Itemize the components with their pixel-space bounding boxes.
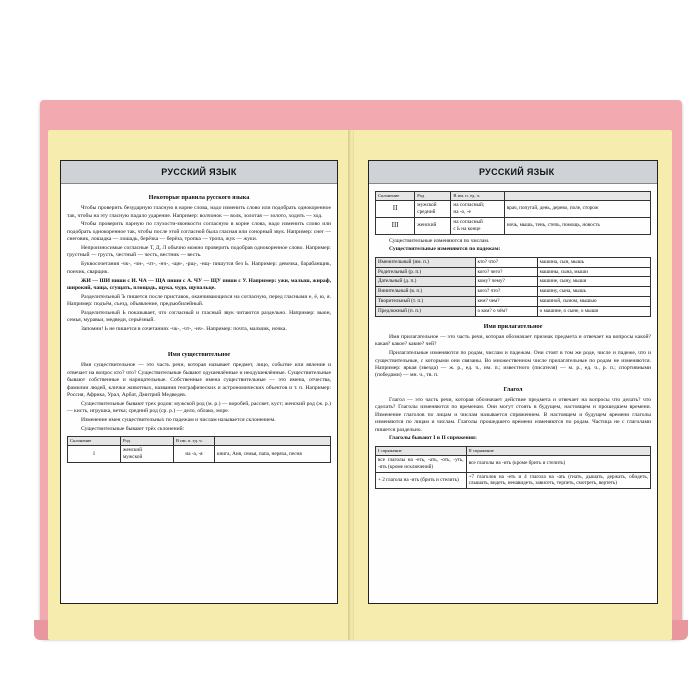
declension-table-left bbox=[67, 436, 331, 463]
adjective-title: Имя прилагательное bbox=[483, 322, 543, 330]
table-row bbox=[376, 217, 651, 234]
case-question: о ком? о чём? bbox=[475, 307, 537, 317]
book-spine bbox=[348, 130, 354, 640]
rule-paragraph: Разделительный Ь показывает, что согласный и гласный звук читаются раздельно. Например: вьюн, семья, муравьи, медведи, серьёзный. bbox=[67, 310, 331, 324]
case-example: машине, сыну, мыши bbox=[537, 277, 650, 287]
table-cell: мужской средний bbox=[415, 201, 451, 218]
table-row bbox=[376, 201, 651, 218]
table-cell: врач, попугай, день, дерево, поле, сторож bbox=[504, 201, 650, 218]
table-row bbox=[376, 267, 651, 277]
table-cell: +7 глаголов на -еть и 4 глагола на -ать (гнать, дышать, держать, обидеть, слышать, видеть, ненавидеть, зависеть, терпеть, смотреть, вертеть) bbox=[466, 472, 650, 489]
table-cell: все глаголы на -ить (кроме брить и стелить) bbox=[466, 455, 650, 472]
table-header bbox=[504, 192, 650, 201]
left-sheet-header bbox=[61, 161, 337, 184]
table-cell: книга, Аня, семья, папа, неряха, песня bbox=[214, 446, 330, 463]
table-cell: III bbox=[376, 217, 415, 234]
right-reference-sheet bbox=[368, 160, 658, 604]
rule-paragraph: Буквосочетания -чк-, -чн-, -чт-, -нч-, -щн-, -рщ-, -нщ- пишутся без Ь. Например: девочка, барабанщик, пончик, сварщик. bbox=[67, 261, 331, 275]
table-header: В им. п. ед. ч. bbox=[174, 437, 215, 446]
table-header: В им. п. ед. ч. bbox=[451, 192, 504, 201]
number-text: Существительные изменяются по числам. bbox=[389, 237, 490, 244]
table-row bbox=[376, 257, 651, 267]
table-header bbox=[214, 437, 330, 446]
table-header: Род bbox=[415, 192, 451, 201]
table-header: Род bbox=[121, 437, 174, 446]
table-cell: на согласный; на -о, -е bbox=[451, 201, 504, 218]
table-row bbox=[376, 455, 651, 472]
table-cell: женский bbox=[415, 217, 451, 234]
case-name: Дательный (д. п.) bbox=[376, 277, 476, 287]
table-cell: на согласный с Ь на конце bbox=[451, 217, 504, 234]
verb-title: Глагол bbox=[503, 385, 523, 393]
table-row bbox=[68, 446, 331, 463]
rule-paragraph: Запомни! Ь не пишется в сочетаниях -чк-, -чт-, -нч-. Например: почта, мальчик, ночка. bbox=[81, 326, 287, 333]
adjective-paragraph: Имя прилагательное — это часть речи, которая обозначает признак предмета и отвечает на вопросы какой? какая? какое? какие? чей? bbox=[375, 334, 651, 348]
case-name: Творительный (т. п.) bbox=[376, 297, 476, 307]
noun-title: Имя существительное bbox=[167, 351, 231, 359]
table-cell: II bbox=[376, 201, 415, 218]
table-header: Склонение bbox=[68, 437, 121, 446]
table-cell: I bbox=[68, 446, 121, 463]
noun-paragraph: Имя существительное — это часть речи, которая называет предмет, лицо, событие или явление и отвечает на вопрос кто? что? Существительные бывают одушевлённые и неодушевлённые. Существительные бывают собственные и нарицательные. Собственные имена существительные — это имена, отчества, фамилии людей, клички животных, названия географических и астрономических объектов и т. п. Например: Россия, Африка, Урал, Арбат, Дмитрий Медведев. bbox=[67, 362, 331, 398]
table-row bbox=[376, 307, 651, 317]
table-row bbox=[376, 287, 651, 297]
rule-paragraph: Чтобы проверить парную по глухости-звонкости согласную в корне слова, надо изменить слово или подобрать однокоренное так, чтобы после этой согласной была гласная или сонорный звук. Например: снег — снеговик, лошадка — лошадь, берёзка — берёза, тропка — тропа, жук — жуки. bbox=[67, 221, 331, 243]
case-question: кого? что? bbox=[475, 287, 537, 297]
case-example: машины, сына, мыши bbox=[537, 267, 650, 277]
case-name: Винительный (в. п.) bbox=[376, 287, 476, 297]
verb-paragraph: Глагол — это часть речи, которая обозначает действие предмета и отвечает на вопросы что делать? что сделать? Глаголы изменяются по временам. Они могут стоять в будущем, настоящем и прошедшем времени. Изменение глаголов по лицам и числам называется спряжением. В настоящем и будущем времени глаголы изменяются по лицам и числам. Глаголы прошедшего времени изменяются по родам. Частица не с глаголами пишется раздельно. bbox=[375, 397, 651, 433]
rules-title: Некоторые правила русского языка bbox=[148, 194, 250, 201]
case-table bbox=[375, 257, 651, 317]
case-question: кого? чего? bbox=[475, 267, 537, 277]
case-example: о машине, о сыне, о мыши bbox=[537, 307, 650, 317]
case-question: кому? чему? bbox=[475, 277, 537, 287]
table-cell: на -а, -я bbox=[174, 446, 215, 463]
noun-paragraph: Существительные бывают трёх склонений: bbox=[81, 425, 185, 432]
rule-paragraph: Разделительный Ъ пишется после приставок, оканчивающихся на согласную, перед гласными е, ё, ю, я. Например: подъём, съезд, объявление, предъюбилейный. bbox=[67, 293, 331, 308]
table-header: II спряжение bbox=[466, 446, 650, 455]
adjective-paragraph: Прилагательные изменяются по родам, числам и падежам. Они стоят в том же роде, числе и падеже, что и существительные, с которыми они связаны. Во множественном числе прилагательные по родам не изменяются. Например: яркая (звезда) — ж. р., ед. ч., им. п.; известного (писателя) — м. р., ед. ч., р. п.; спортивными (победами) — мн. ч., тв. п. bbox=[375, 350, 651, 379]
table-cell: женский мужской bbox=[121, 446, 174, 463]
table-cell: все глаголы на -еть, -ать, -оть, -уть, -ять (кроме исключений) bbox=[376, 455, 467, 472]
case-name: Родительный (р. п.) bbox=[376, 267, 476, 277]
rule-paragraph: Чтобы проверить безударную гласную в корне слова, надо изменить слово или подобрать однокоренное так, чтобы на эту гласную падало ударение. Например: волчонок — волк, золотая — золото, ходить — ход. bbox=[67, 205, 331, 219]
case-name: Именительный (им. п.) bbox=[376, 257, 476, 267]
verb-paragraph: Глаголы бывают I и II спряжения: bbox=[389, 435, 477, 442]
left-sheet-title: РУССКИЙ ЯЗЫК bbox=[161, 167, 237, 177]
table-cell: ночь, мышь, тень, степь, помощь, новость bbox=[504, 217, 650, 234]
declension-table-right bbox=[375, 191, 651, 235]
case-example: машина, сын, мышь bbox=[537, 257, 650, 267]
case-example: машиной, сыном, мышью bbox=[537, 297, 650, 307]
noun-paragraph: Существительные бывают трех родов: мужской род (м. р.) — воробей, рассвет, куст; женский род (ж. р.) — кисть, игрушка, ветка; средний род (ср. р.) — дело, облако, море. bbox=[67, 400, 331, 415]
case-name: Предложный (п. п.) bbox=[376, 307, 476, 317]
case-text: Существительные изменяются по падежам: bbox=[389, 246, 501, 253]
case-question: кто? что? bbox=[475, 257, 537, 267]
conjugation-table bbox=[375, 446, 651, 490]
table-row bbox=[376, 472, 651, 489]
table-row bbox=[376, 277, 651, 287]
table-header: Склонение bbox=[376, 192, 415, 201]
case-example: машину, сына, мышь bbox=[537, 287, 650, 297]
table-cell: + 2 глагола на -ить (брить и стелить) bbox=[376, 472, 467, 489]
case-question: кем? чем? bbox=[475, 297, 537, 307]
table-header: I спряжение bbox=[376, 446, 467, 455]
noun-paragraph: Изменение имен существительных по падежам и числам называется склонением. bbox=[81, 417, 276, 423]
rule-paragraph: ЖИ — ШИ пиши с И. ЧА — ЩА пиши с А. ЧУ — ЩУ пиши с У. Например: ужи, малыш, жираф, широкий, чаща, сгущать, площадь, щука, чудо, щупальце. bbox=[67, 277, 331, 291]
right-sheet-title: РУССКИЙ ЯЗЫК bbox=[479, 167, 555, 177]
left-reference-sheet bbox=[60, 160, 338, 604]
rule-paragraph: Непроизносимые согласные Т, Д, Л обычно можно проверить подобрав однокоренное слово. Например: грустный — грусть, честный — честь, вестник — весть. bbox=[67, 245, 331, 259]
table-row bbox=[376, 297, 651, 307]
right-sheet-header bbox=[369, 161, 657, 184]
